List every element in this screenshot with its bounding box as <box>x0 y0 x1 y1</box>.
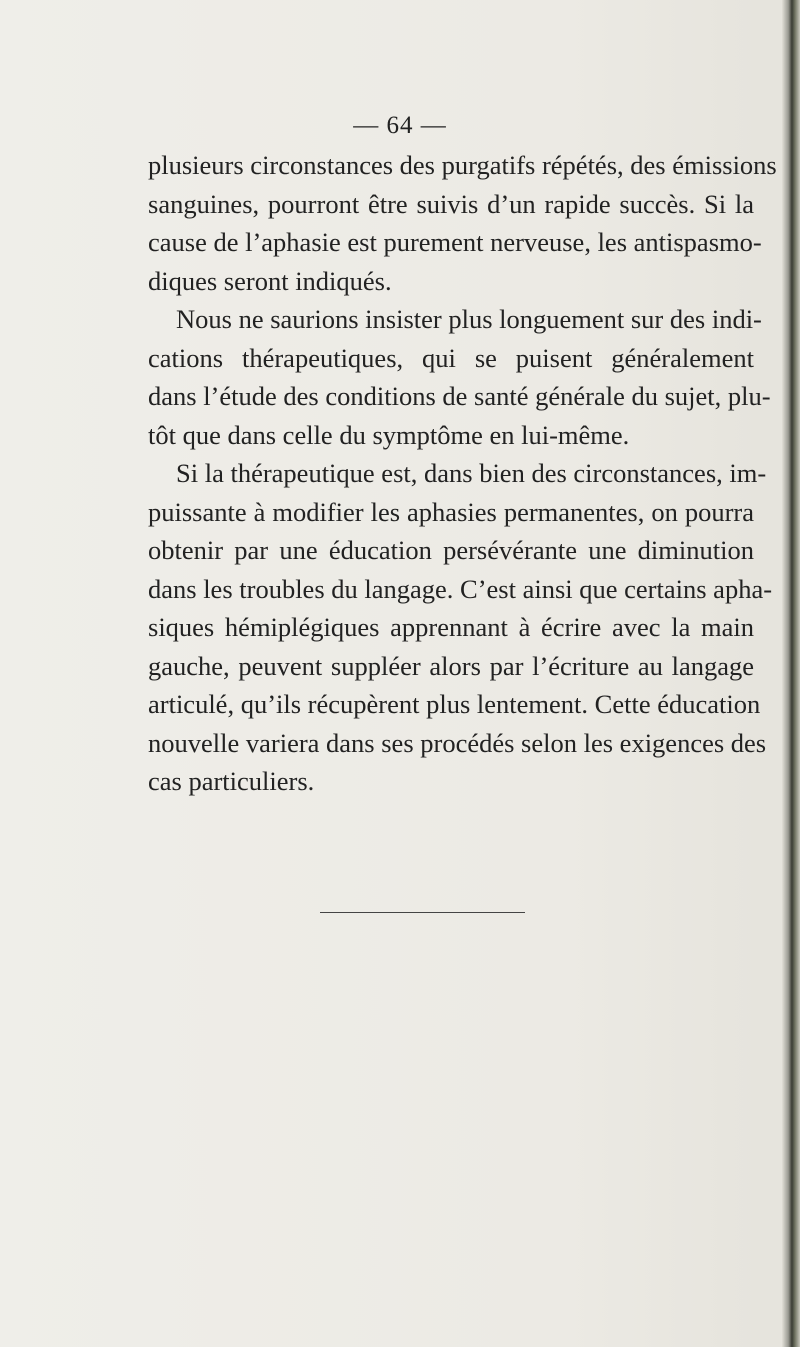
text-line: diques seront indiqués. <box>148 265 392 296</box>
text-line: tôt que dans celle du symptôme en lui-même. <box>148 419 630 450</box>
text-line: articulé, qu’ils récupèrent plus lentement. Cette éducation <box>148 689 761 719</box>
text-line: dans l’étude des conditions de santé générale du sujet, plu- <box>148 381 771 411</box>
text-line: obtenir par une éducation persévérante une diminution <box>148 535 754 565</box>
text-line: cations thérapeutiques, qui se puisent généralement <box>148 342 754 373</box>
book-binding-edge <box>782 0 800 1347</box>
body-text <box>148 146 777 801</box>
text-line: dans les troubles du langage. C’est ainsi que certains apha- <box>148 573 773 604</box>
text-line: Nous ne saurions insister plus longuement sur des indi- <box>176 304 762 334</box>
text-line: cas particuliers. <box>148 766 315 796</box>
text-line: puissante à modifier les aphasies permanentes, on pourra <box>148 496 754 527</box>
section-divider <box>320 912 525 913</box>
text-line: gauche, peuvent suppléer alors par l’écriture au langage <box>148 650 754 681</box>
text-line: Si la thérapeutique est, dans bien des circonstances, im- <box>176 458 767 488</box>
text-line: sanguines, pourront être suivis d’un rapide succès. Si la <box>148 188 754 219</box>
page-number: — 64 — <box>353 112 447 139</box>
text-line: nouvelle variera dans ses procédés selon les exigences des <box>148 727 767 758</box>
text-line: siques hémiplégiques apprennant à écrire avec la main <box>148 612 754 642</box>
text-line: cause de l’aphasie est purement nerveuse, les antispasmo- <box>148 227 762 257</box>
text-line: plusieurs circonstances des purgatifs répétés, des émissions <box>148 150 777 180</box>
